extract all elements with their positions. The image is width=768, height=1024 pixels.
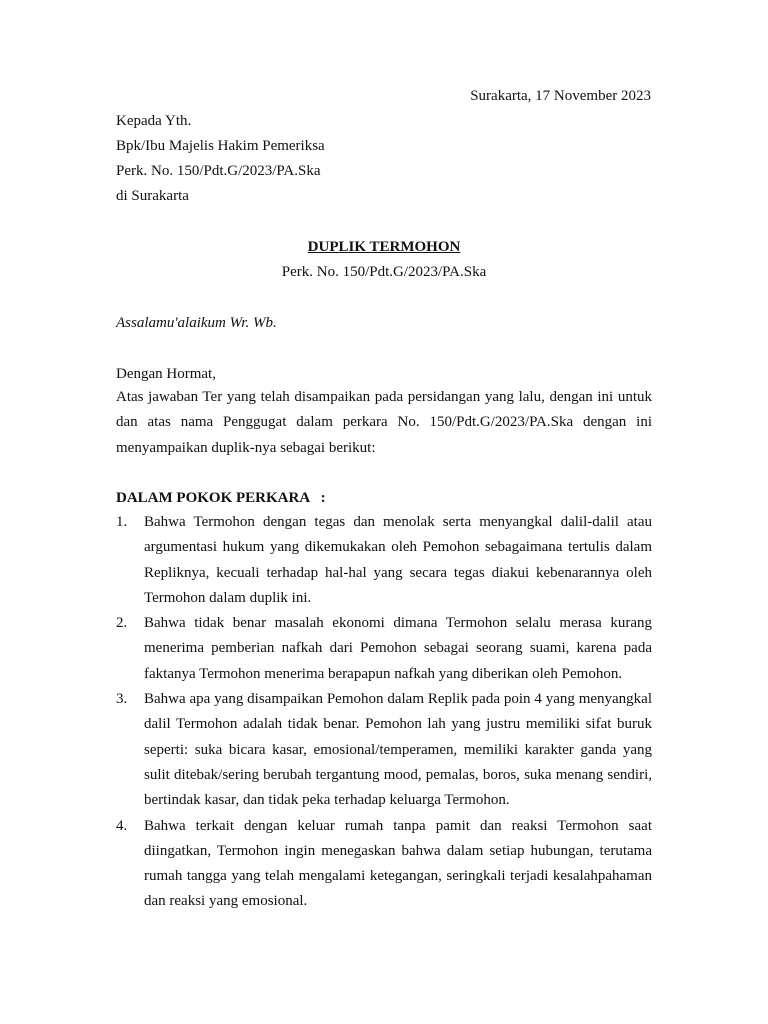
salutation: Dengan Hormat, (116, 366, 216, 382)
list-item-text: Bahwa tidak benar masalah ekonomi dimana Termohon selalu merasa kurang menerima pemberian nafkah dari Pemohon sebagai seorang suami, karena pada faktanya Termohon menerima berapapun nafkah yang diberikan oleh Pemohon. (144, 615, 652, 682)
intro-paragraph: Atas jawaban Ter yang telah disampaikan pada persidangan yang lalu, dengan ini untuk dan atas nama Penggugat dalam perkara No. 150/Pdt.G/2023/PA.Ska dengan ini menyampaikan duplik-nya sebagai berikut: (116, 389, 652, 456)
addressee-line-3: Perk. No. 150/Pdt.G/2023/PA.Ska (116, 163, 321, 179)
list-item-text: Bahwa terkait dengan keluar rumah tanpa pamit dan reaksi Termohon saat diingatkan, Termohon ingin menegaskan bahwa dalam setiap hubungan, terutama rumah tangga yang telah mengalami ketegangan, seringkali terjadi kesalahpahaman dan reaksi yang emosional. (144, 817, 652, 910)
addressee-line-2: Bpk/Ibu Majelis Hakim Pemeriksa (116, 138, 325, 154)
place-date: Surakarta, 17 November 2023 (470, 88, 651, 104)
list-item-number: 4. (116, 817, 128, 834)
list-item-number: 1. (116, 514, 128, 530)
list-item-number: 2. (116, 615, 128, 632)
list-item (116, 510, 652, 611)
section-heading: DALAM POKOK PERKARA : (116, 490, 326, 506)
addressee-line-4: di Surakarta (116, 188, 189, 204)
document-title: DUPLIK TERMOHON (307, 239, 461, 255)
greeting: Assalamu'alaikum Wr. Wb. (116, 315, 277, 331)
list-item-text: Bahwa apa yang disampaikan Pemohon dalam Replik pada poin 4 yang menyangkal dalil Termohon adalah tidak benar. Pemohon lah yang justru memiliki sifat buruk seperti: suka bicara kasar, emosional/temperamen, memiliki karakter ganda yang sulit ditebak/sering berubah tergantung mood, pemalas, boros, suka menang sendiri, bertindak kasar, dan tidak peka terhadap keluarga Termohon. (144, 691, 652, 809)
list-item-number: 3. (116, 691, 128, 708)
list-item (116, 611, 652, 687)
points-list (116, 510, 652, 915)
addressee-line-1: Kepada Yth. (116, 113, 192, 129)
case-number: Perk. No. 150/Pdt.G/2023/PA.Ska (281, 264, 487, 280)
list-item (116, 687, 652, 813)
list-item-text: Bahwa Termohon dengan tegas dan menolak serta menyangkal dalil-dalil atau argumentasi hukum yang dikemukakan oleh Pemohon sebagaimana tertulis dalam Repliknya, kecuali terhadap hal-hal yang secara tegas diakui kebenarannya oleh Termohon dalam duplik ini. (144, 514, 652, 606)
list-item (116, 814, 652, 915)
